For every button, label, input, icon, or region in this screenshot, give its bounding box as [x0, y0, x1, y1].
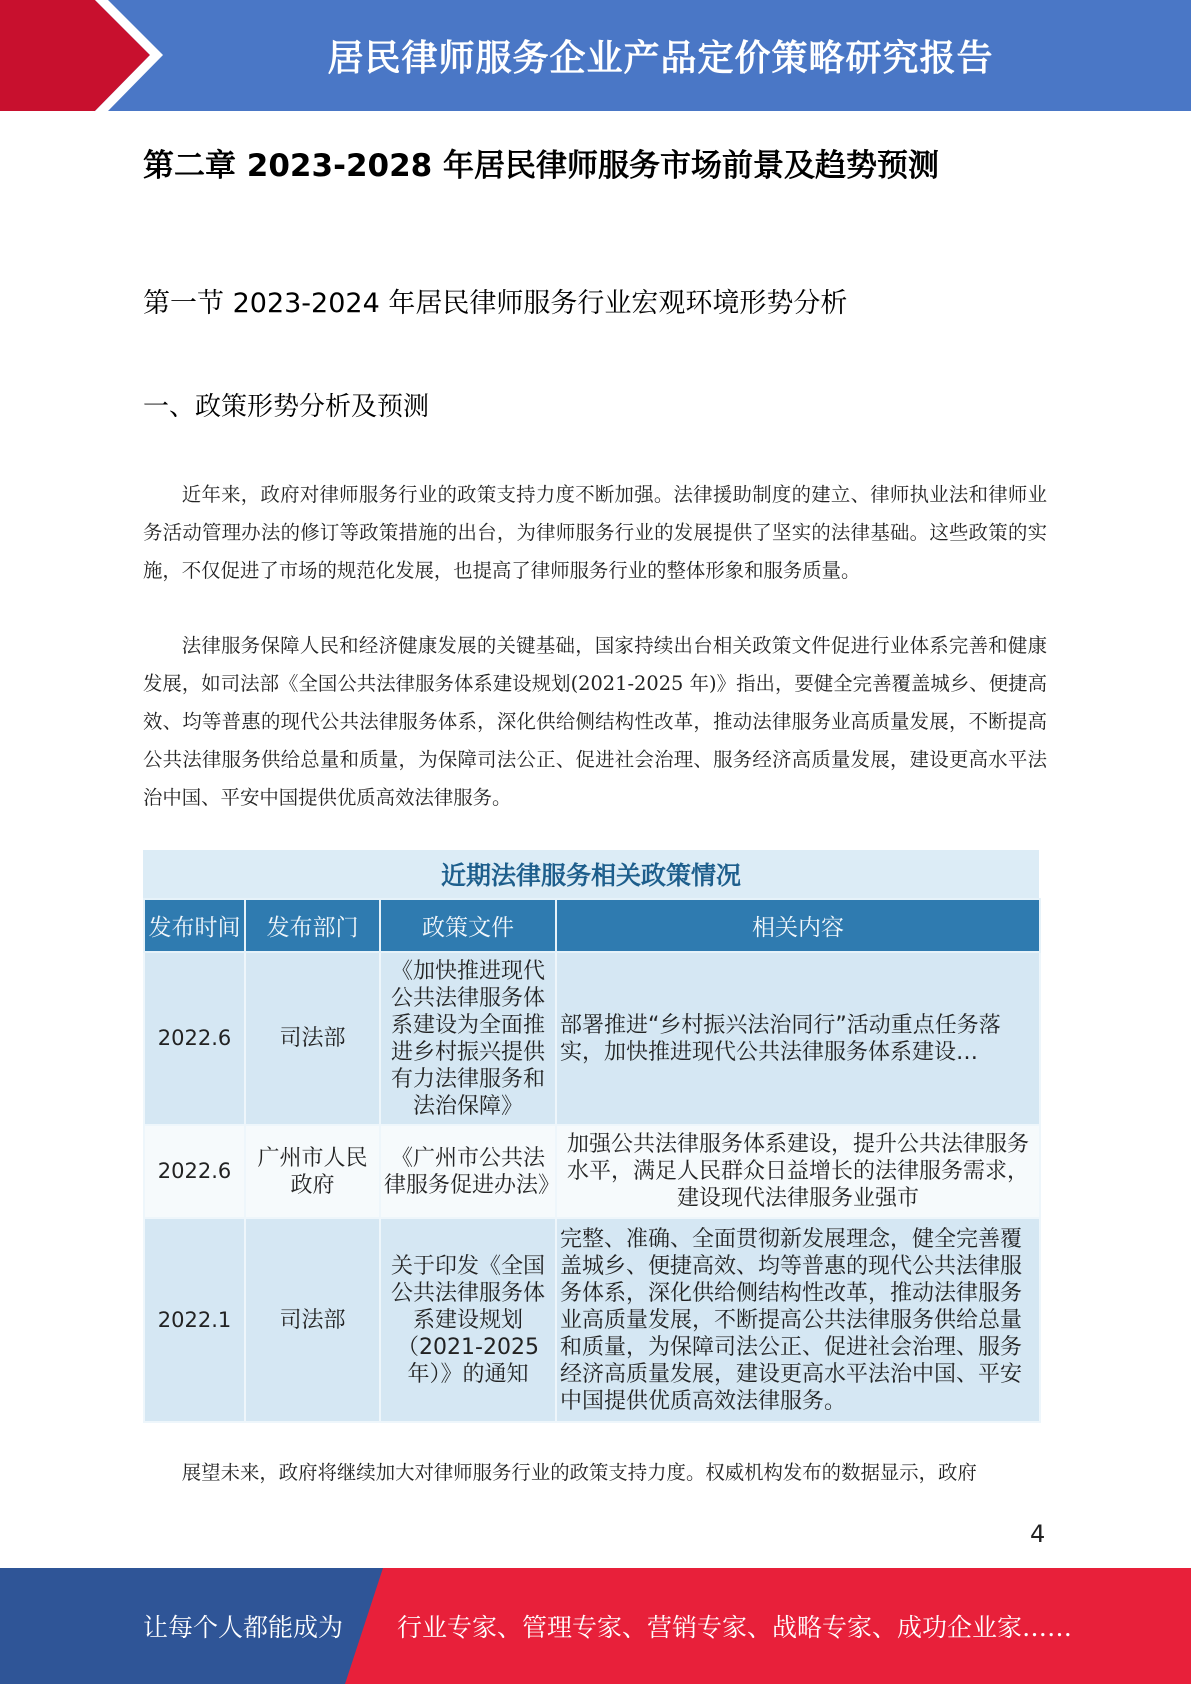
cell-doc: 《加快推进现代公共法律服务体系建设为全面推进乡村振兴提供有力法律服务和法治保障》: [380, 952, 556, 1125]
report-title: 居民律师服务企业产品定价策略研究报告: [327, 38, 994, 79]
column-header-date: 发布时间: [144, 899, 245, 952]
column-header-doc: 政策文件: [380, 899, 556, 952]
table-row: [144, 1218, 1040, 1422]
footer-slogan-right: 行业专家、管理专家、营销专家、战略专家、成功企业家……: [397, 1613, 1073, 1642]
footer-slogan-left: 让每个人都能成为: [143, 1613, 344, 1642]
table-title: 近期法律服务相关政策情况: [143, 850, 1039, 898]
cell-content: 加强公共法律服务体系建设，提升公共法律服务水平，满足人民群众日益增长的法律服务需求，建设现代法律服务业强市: [556, 1125, 1040, 1218]
column-header-content: 相关内容: [556, 899, 1040, 952]
cell-content: 部署推进“乡村振兴法治同行”活动重点任务落实，加快推进现代公共法律服务体系建设…: [556, 952, 1040, 1125]
policy-table-figure: [143, 850, 1039, 1414]
cell-date: 2022.6: [144, 952, 245, 1125]
paragraph-1: 近年来，政府对律师服务行业的政策支持力度不断加强。法律援助制度的建立、律师执业法和律师业务活动管理办法的修订等政策措施的出台，为律师服务行业的发展提供了坚实的法律基础。这些政策的实施，不仅促进了市场的规范化发展，也提高了律师服务行业的整体形象和服务质量。: [143, 483, 1047, 582]
column-header-dept: 发布部门: [245, 899, 380, 952]
policy-table: [143, 898, 1041, 1423]
cell-date: 2022.6: [144, 1125, 245, 1218]
section-title: 第一节 2023-2024 年居民律师服务行业宏观环境形势分析: [143, 288, 848, 319]
cell-dept: 广州市人民政府: [245, 1125, 380, 1218]
cell-date: 2022.1: [144, 1218, 245, 1422]
header-banner: [0, 0, 1191, 111]
cell-doc: 关于印发《全国公共法律服务体系建设规划（2021-2025年）》的通知: [380, 1218, 556, 1422]
chapter-title: 第二章 2023-2028 年居民律师服务市场前景及趋势预测: [143, 148, 940, 184]
page-number: 4: [1030, 1520, 1046, 1548]
cell-content: 完整、准确、全面贯彻新发展理念，健全完善覆盖城乡、便捷高效、均等普惠的现代公共法律服务体系，深化供给侧结构性改革，推动法律服务业高质量发展，不断提高公共法律服务供给总量和质量，为保障司法公正、促进社会治理、服务经济高质量发展，建设更高水平法治中国、平安中国提供优质高效法律服务。: [556, 1218, 1040, 1422]
footer-banner: [0, 1568, 1191, 1684]
subsection-title: 一、政策形势分析及预测: [143, 392, 430, 422]
paragraph-3: 展望未来，政府将继续加大对律师服务行业的政策支持力度。权威机构发布的数据显示，政府: [181, 1461, 977, 1484]
cell-doc: 《广州市公共法律服务促进办法》: [380, 1125, 556, 1218]
table-row: [144, 1125, 1040, 1218]
cell-dept: 司法部: [245, 1218, 380, 1422]
paragraph-2: 法律服务保障人民和经济健康发展的关键基础，国家持续出台相关政策文件促进行业体系完善和健康发展，如司法部《全国公共法律服务体系建设规划(2021-2025 年)》指出，要健全完善覆盖城乡、便捷高效、均等普惠的现代公共法律服务体系，深化供给侧结构性改革，推动法律服务业高质量发展，不断提高公共法律服务供给总量和质量，为保障司法公正、促进社会治理、服务经济高质量发展，建设更高水平法治中国、平安中国提供优质高效法律服务。: [143, 634, 1047, 809]
cell-dept: 司法部: [245, 952, 380, 1125]
table-row: [144, 952, 1040, 1125]
